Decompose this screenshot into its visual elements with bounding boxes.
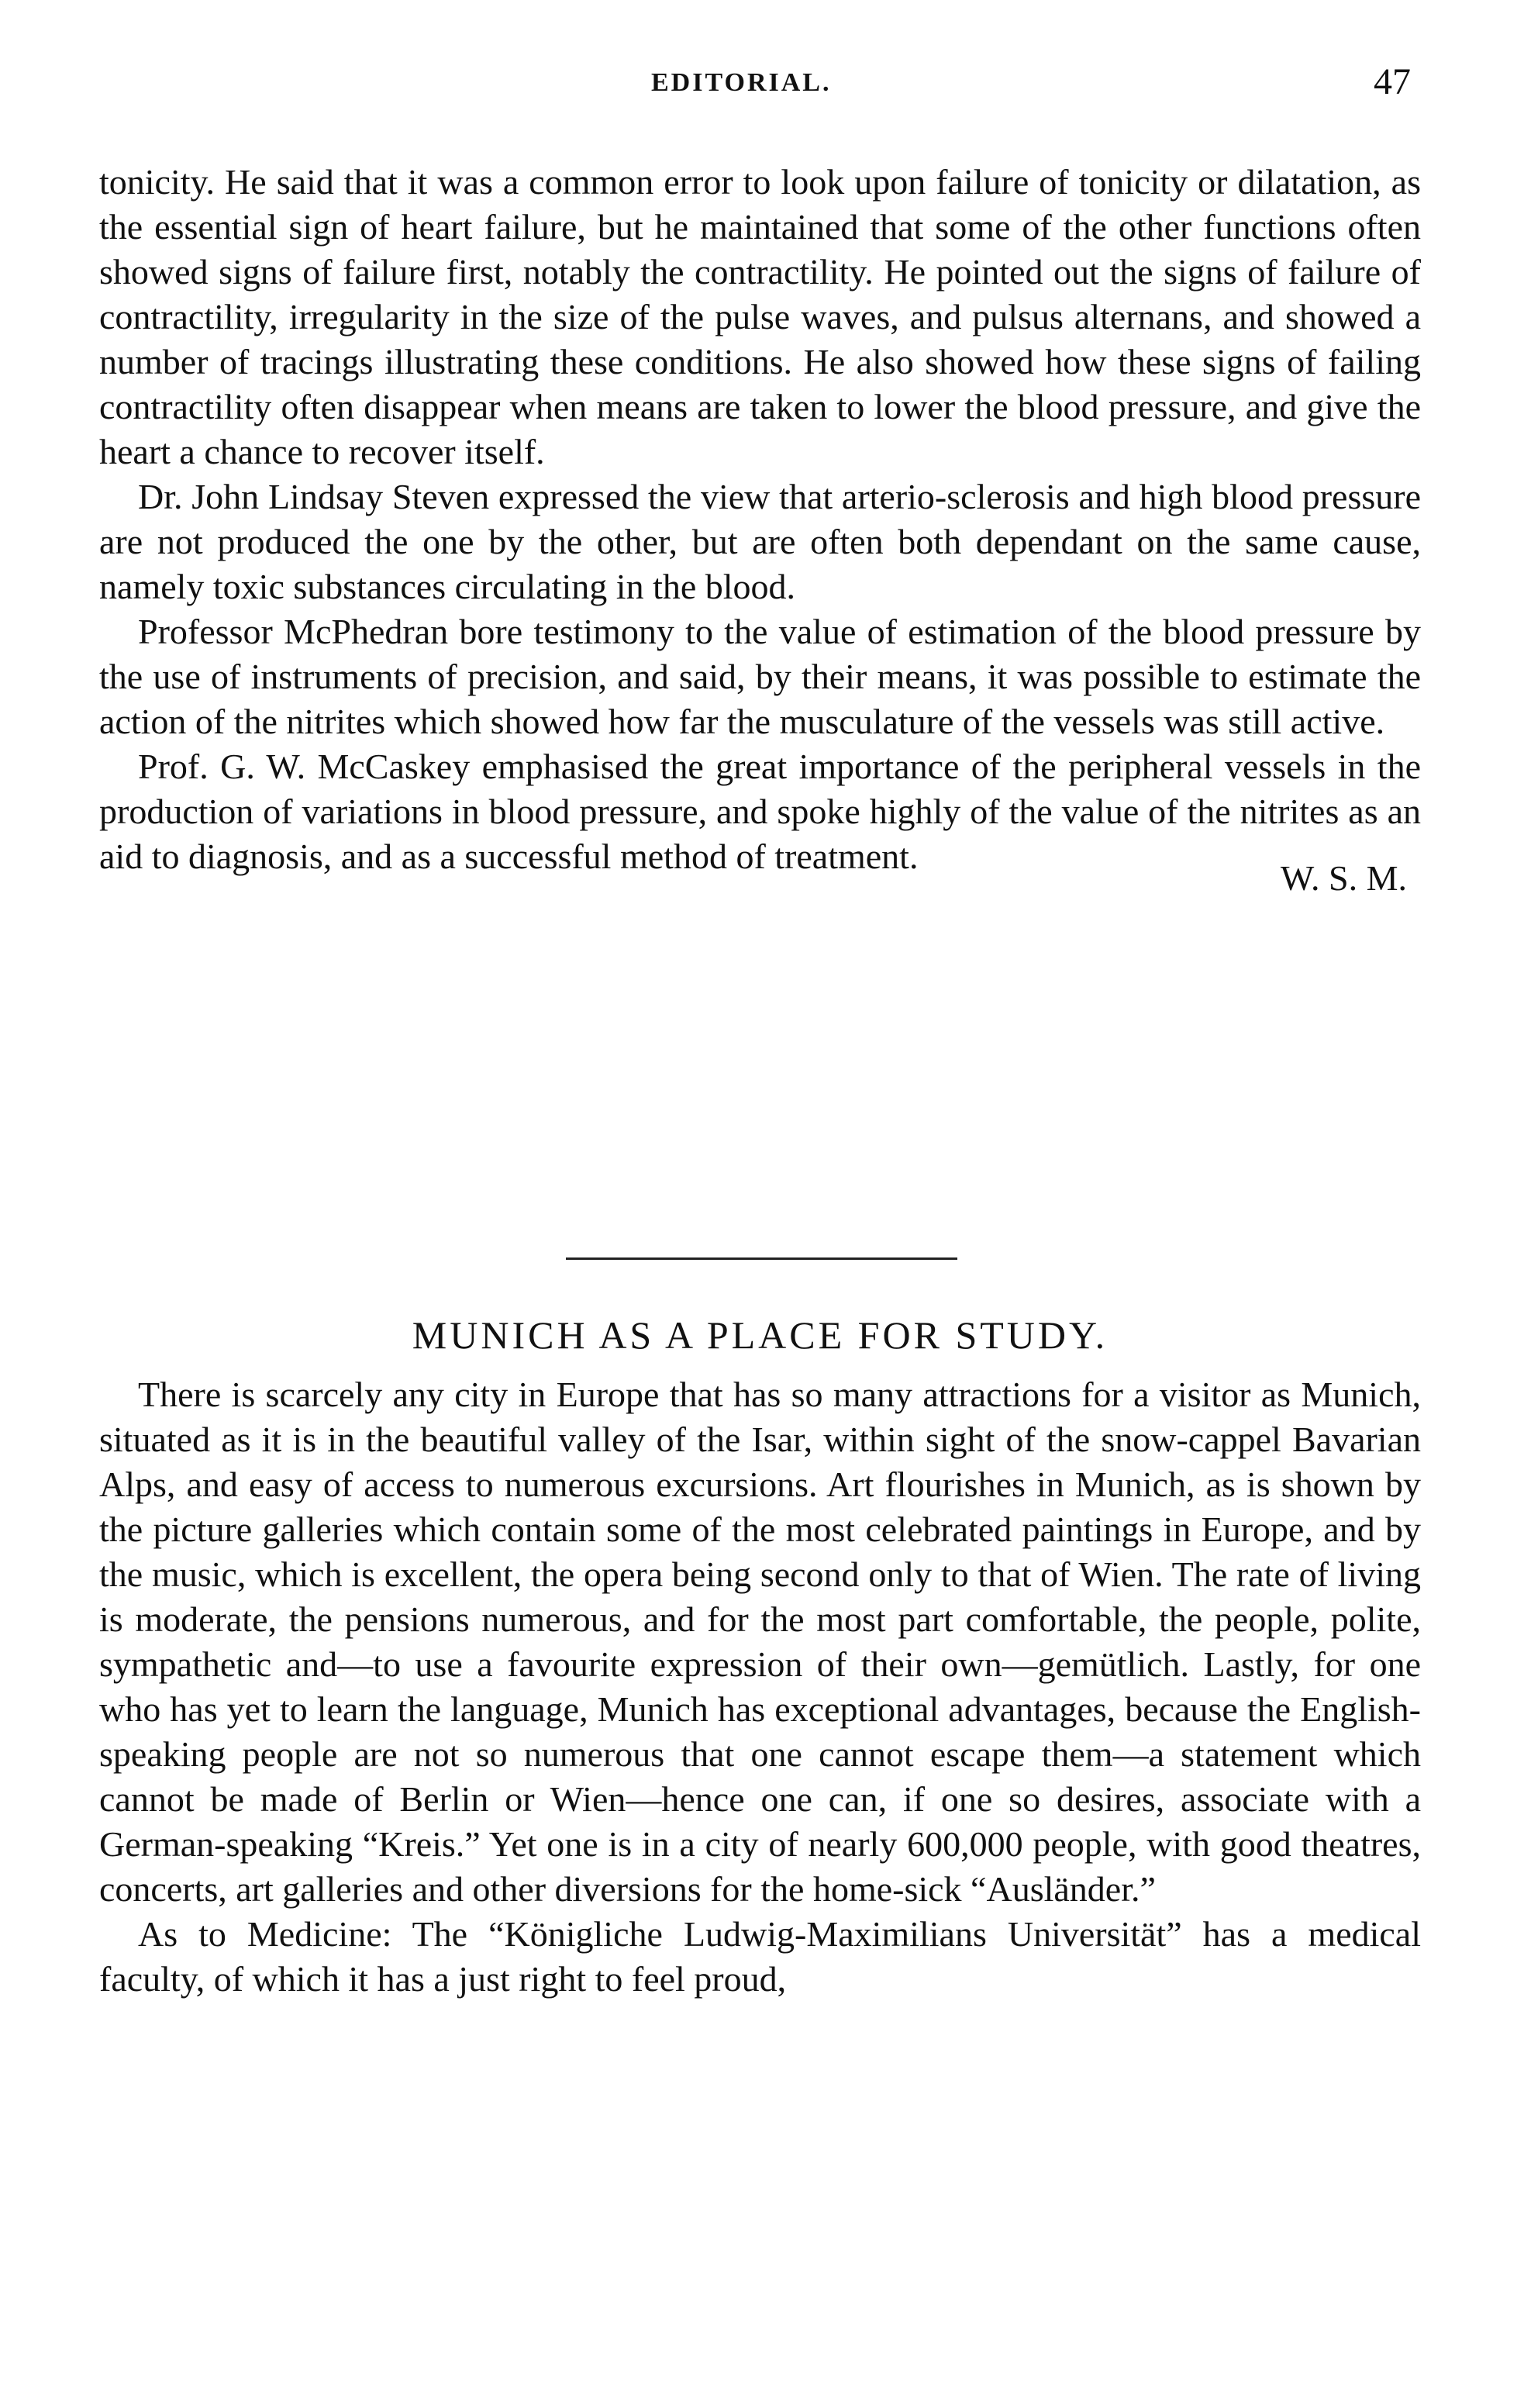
section-divider bbox=[566, 1257, 957, 1260]
paragraph: There is scarcely any city in Europe that has so many attractions for a visitor as Munich, situated as it is in the beautiful valley of the Isar, within sight of the snow-cappel Bavarian Alps, and easy of access to numerous excursions. Art flourishes in Munich, as is shown by the picture galleries which contain some of the most celebrated paintings in Europe, and by the music, which is excellent, the opera being second only to that of Wien. The rate of living is moderate, the pensions numerous, and for the most part comfortable, the people, polite, sympathetic and—to use a favourite expression of their own—gemütlich. Lastly, for one who has yet to learn the language, Munich has exceptional advantages, because the English-speaking people are not so numerous that one cannot escape them—a statement which cannot be made of Berlin or Wien—hence one can, if one so desires, associate with a German-speaking “Kreis.” Yet one is in a city of nearly 600,000 people, with good theatres, concerts, art galleries and other diversions for the home-sick “Ausländer.” bbox=[99, 1375, 1421, 1909]
paragraph: tonicity. He said that it was a common error to look upon failure of tonicity or dilatation, as the essential sign of heart failure, but he maintained that some of the other functions often showed signs of failure first, notably the contractility. He pointed out the signs of failure of contractility, irregularity in the size of the pulse waves, and pulsus alternans, and showed a number of tracings illustrating these conditions. He also showed how these signs of failing contractility often disappear when means are taken to lower the blood pressure, and give the heart a chance to recover itself. bbox=[99, 162, 1421, 471]
section-heading: MUNICH AS A PLACE FOR STUDY. bbox=[412, 1313, 1109, 1357]
author-initials: W. S. M. bbox=[1280, 858, 1407, 898]
paragraph: Prof. G. W. McCaskey emphasised the great importance of the peripheral vessels in the production of variations in blood pressure, and spoke highly of the value of the nitrites as an aid to diagnosis, and as a successful method of treatment. bbox=[99, 747, 1421, 876]
article-two-body bbox=[99, 1372, 1421, 2002]
paragraph: As to Medicine: The “Königliche Ludwig-Maximilians Universität” has a medical faculty, of which it has a just right to feel proud, bbox=[99, 1914, 1421, 1999]
running-head: EDITORIAL. bbox=[651, 68, 832, 97]
page-number: 47 bbox=[1374, 61, 1411, 102]
article-one-body bbox=[99, 160, 1421, 901]
paragraph: Professor McPhedran bore testimony to the value of estimation of the blood pressure by the use of instruments of precision, and said, by their means, it was possible to estimate the action of the nitrites which showed how far the musculature of the vessels was still active. bbox=[99, 612, 1421, 741]
paragraph: Dr. John Lindsay Steven expressed the view that arterio-sclerosis and high blood pressure are not produced the one by the other, but are often both dependant on the same cause, namely toxic substances circulating in the blood. bbox=[99, 477, 1421, 606]
